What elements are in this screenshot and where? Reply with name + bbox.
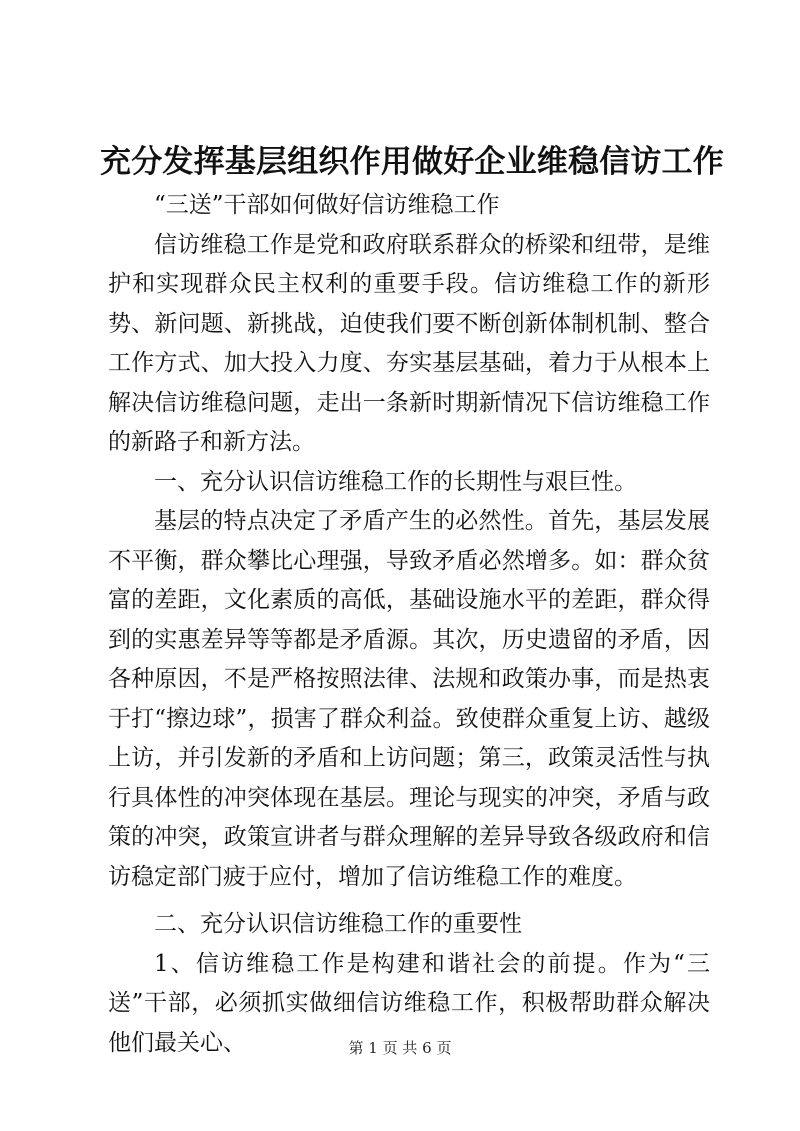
body-paragraph: 基层的特点决定了矛盾产生的必然性。首先，基层发展不平衡，群众攀比心理强，导致矛盾必然增多。如：群众贫富的差距，文化素质的高低，基础设施水平的差距，群众得到的实惠差异等等都是矛盾源。其次，历史遗留的矛盾，因各种原因，不是严格按照法律、法规和政策办事，而是热衷于打“擦边球”，损害了群众利益。致使群众重复上访、越级上访，并引发新的矛盾和上访问题；第三，政策灵活性与执行具体性的冲突体现在基层。理论与现实的冲突，矛盾与政策的冲突，政策宣讲者与群众理解的差异导致各级政府和信访稳定部门疲于应付，增加了信访维稳工作的难度。	[108, 508, 710, 890]
document-title: 充分发挥基层组织作用做好企业维稳信访工作	[100, 144, 724, 180]
section-heading-1: 一、充分认识信访维稳工作的长期性与艰巨性。	[154, 468, 637, 495]
page-number-footer: 第 1 页 共 6 页	[348, 1039, 452, 1057]
intro-paragraph: 信访维稳工作是党和政府联系群众的桥梁和纽带，是维护和实现群众民主权利的重要手段。信访维稳工作的新形势、新问题、新挑战，迫使我们要不断创新体制机制、整合工作方式、加大投入力度、夯实基层基础，着力于从根本上解决信访维稳问题，走出一条新时期新情况下信访维稳工作的新路子和新方法。	[108, 231, 710, 455]
section-heading-2: 二、充分认识信访维稳工作的重要性	[154, 911, 522, 937]
subtitle-paragraph: “三送”干部如何做好信访维稳工作	[154, 192, 500, 218]
body-paragraph: 1、信访维稳工作是构建和谐社会的前提。作为“三送”干部，必须抓实做细信访维稳工作，积极帮助群众解决他们最关心、	[108, 950, 710, 1056]
document-body	[108, 186, 710, 1063]
